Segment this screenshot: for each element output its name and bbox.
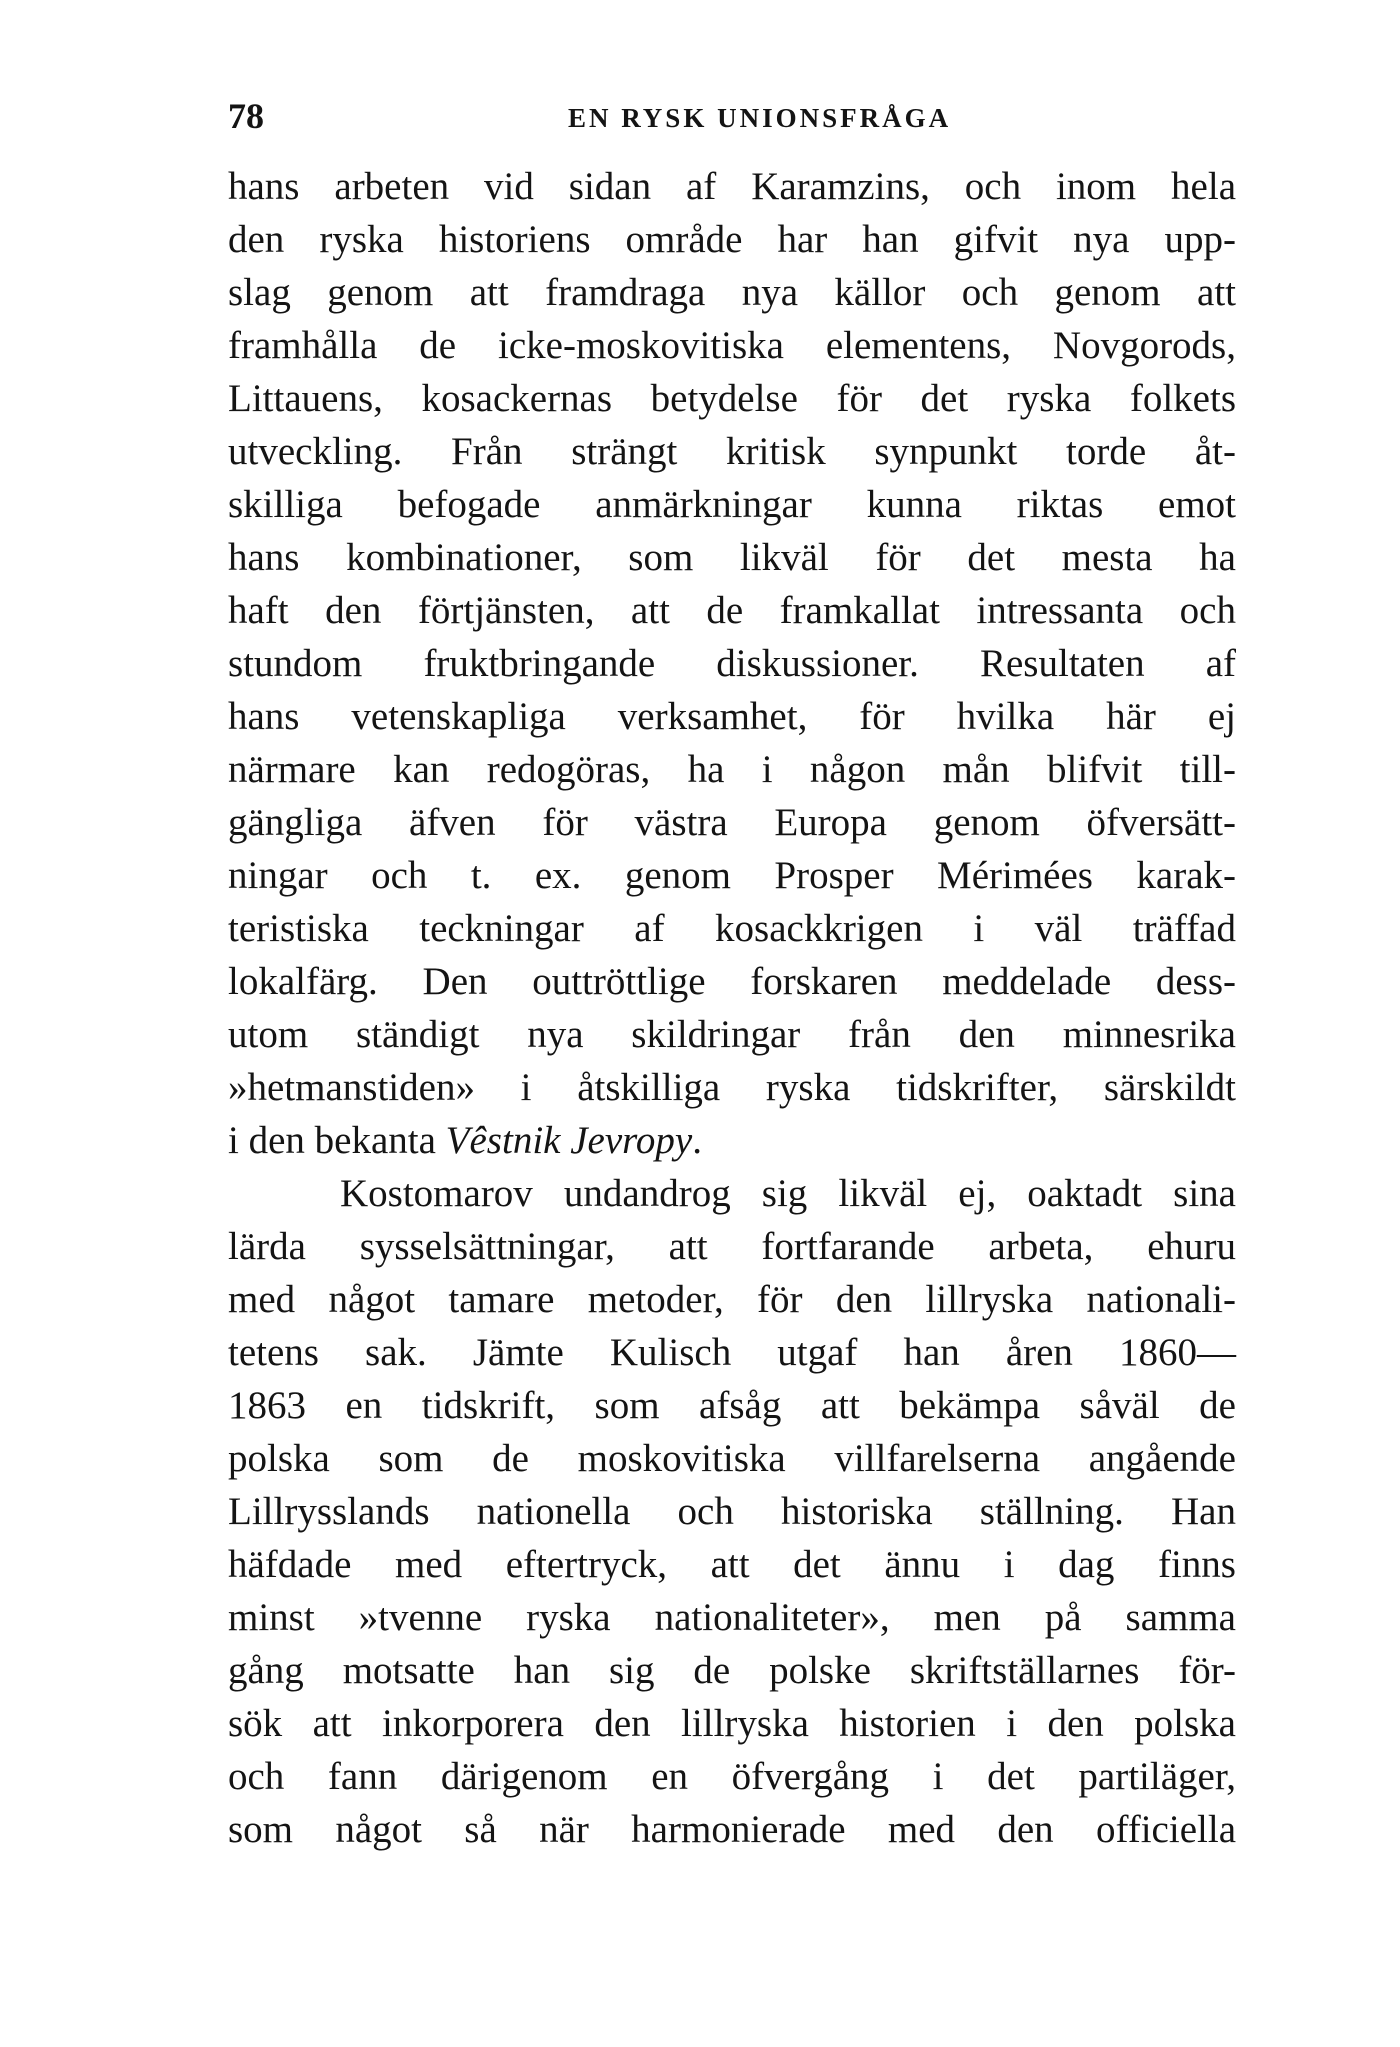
text-line: hans kombinationer, som likväl för det mesta ha [228, 536, 1236, 579]
text-line: teristiska teckningar af kosackkrigen i väl träffad [228, 907, 1236, 950]
text-line: Littauens, kosackernas betydelse för det ryska folkets [228, 377, 1236, 420]
text-line: tetens sak. Jämte Kulisch utgaf han åren 1860— [228, 1331, 1236, 1374]
text-line: hans vetenskapliga verksamhet, för hvilka här ej [228, 695, 1236, 738]
text-span: i den bekanta [228, 1119, 446, 1162]
text-line: den ryska historiens område har han gifvit nya upp- [228, 218, 1236, 261]
text-line: 1863 en tidskrift, som afsåg att bekämpa såväl de [228, 1384, 1236, 1427]
text-line: med något tamare metoder, för den lillryska nationali- [228, 1278, 1236, 1321]
text-line: närmare kan redogöras, ha i någon mån blifvit till- [228, 748, 1236, 791]
text-line: polska som de moskovitiska villfarelserna angående [228, 1437, 1236, 1480]
text-line: gängliga äfven för västra Europa genom öfversätt- [228, 801, 1236, 844]
text-line: stundom fruktbringande diskussioner. Resultaten af [228, 642, 1236, 685]
text-line: skilliga befogade anmärkningar kunna riktas emot [228, 483, 1236, 526]
text-line: och fann därigenom en öfvergång i det partiläger, [228, 1755, 1236, 1798]
paragraph-end-line [228, 1114, 1236, 1167]
text-line: gång motsatte han sig de polske skriftställarnes för- [228, 1649, 1236, 1692]
text-line: slag genom att framdraga nya källor och genom att [228, 271, 1236, 314]
text-line: lokalfärg. Den outtröttlige forskaren meddelade dess- [228, 960, 1236, 1003]
text-line: lärda sysselsättningar, att fortfarande arbeta, ehuru [228, 1225, 1236, 1268]
text-line: utveckling. Från strängt kritisk synpunkt torde åt- [228, 430, 1236, 473]
text-line: som något så när harmonierade med den officiella [228, 1808, 1236, 1851]
text-line: »hetmanstiden» i åtskilliga ryska tidskrifter, särskildt [228, 1066, 1236, 1109]
text-line: haft den förtjänsten, att de framkallat intressanta och [228, 589, 1236, 632]
text-span: . [692, 1119, 702, 1162]
text-line: hans arbeten vid sidan af Karamzins, och inom hela [228, 165, 1236, 208]
page-number: 78 [228, 96, 264, 136]
text-line: minst »tvenne ryska nationaliteter», men på samma [228, 1596, 1236, 1639]
running-title: EN RYSK UNIONSFRÅGA [568, 103, 952, 133]
journal-title: Vêstnik Jevropy [445, 1119, 693, 1162]
text-line: häfdade med eftertryck, att det ännu i dag finns [228, 1543, 1236, 1586]
paragraph-start-line: Kostomarov undandrog sig likväl ej, oaktadt sina [340, 1172, 1236, 1215]
body-text [228, 160, 1236, 1856]
text-line: Lillrysslands nationella och historiska ställning. Han [228, 1490, 1236, 1533]
text-line: framhålla de icke-moskovitiska elementens, Novgorods, [228, 324, 1236, 367]
text-line: ningar och t. ex. genom Prosper Mérimées karak- [228, 854, 1236, 897]
text-line: utom ständigt nya skildringar från den minnesrika [228, 1013, 1236, 1056]
text-line: sök att inkorporera den lillryska historien i den polska [228, 1702, 1236, 1745]
running-head [228, 96, 1236, 136]
